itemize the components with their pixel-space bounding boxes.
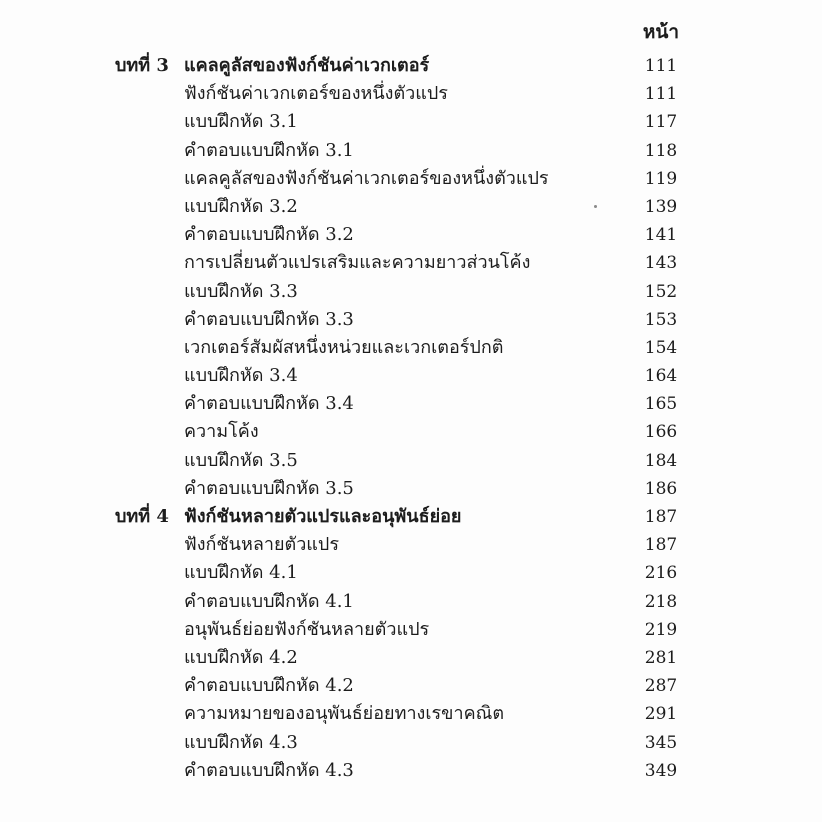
entry-page-number: 143: [644, 253, 678, 274]
entry-page-number: 345: [644, 732, 678, 753]
entry-title: คำตอบแบบฝึกหัด 4.2: [184, 675, 354, 697]
toc-row: [0, 165, 822, 193]
entry-page-number: 187: [644, 535, 678, 556]
entry-title: แคลคูลัสของฟังก์ชันค่าเวกเตอร์ของหนึ่งตัวแปร: [184, 167, 549, 189]
entry-title: คำตอบแบบฝึกหัด 3.5: [184, 477, 354, 499]
toc-row: [0, 729, 822, 757]
toc-row: [0, 193, 822, 221]
entry-page-number: 218: [644, 591, 678, 612]
entry-title: แบบฝึกหัด 3.4: [184, 365, 298, 387]
entry-title: คำตอบแบบฝึกหัด 4.1: [184, 590, 354, 612]
toc-row: [0, 278, 822, 306]
toc-row: [0, 362, 822, 390]
entry-title: ความหมายของอนุพันธ์ย่อยทางเรขาคณิต: [184, 703, 505, 725]
entry-title: คำตอบแบบฝึกหัด 3.3: [184, 308, 354, 330]
entry-page-number: 281: [644, 647, 678, 668]
entry-page-number: 166: [644, 422, 678, 443]
entry-title: คำตอบแบบฝึกหัด 3.2: [184, 224, 354, 246]
entry-page-number: 349: [644, 760, 678, 781]
entry-title: แบบฝึกหัด 3.5: [184, 449, 298, 471]
entry-title: อนุพันธ์ย่อยฟังก์ชันหลายตัวแปร: [184, 618, 430, 640]
toc-row: [0, 588, 822, 616]
entry-title: แบบฝึกหัด 3.3: [184, 280, 298, 302]
entry-page-number: 186: [644, 478, 678, 499]
toc-row: [0, 137, 822, 165]
toc-row-chapter-4: [0, 503, 822, 531]
entry-title: คำตอบแบบฝึกหัด 4.3: [184, 759, 354, 781]
entry-page-number: 111: [644, 84, 678, 105]
entry-title: แบบฝึกหัด 3.1: [184, 111, 298, 133]
entry-page-number: 139: [644, 196, 678, 217]
entry-page-number: 291: [644, 704, 678, 725]
toc-row: [0, 418, 822, 446]
toc-row-chapter-3: [0, 52, 822, 80]
entry-title: แบบฝึกหัด 4.2: [184, 646, 298, 668]
table-of-contents: [0, 52, 822, 785]
page-column-header: หน้า: [642, 21, 680, 43]
toc-row: [0, 249, 822, 277]
entry-title: แบบฝึกหัด 3.2: [184, 195, 298, 217]
chapter-label: บทที่ 3: [115, 55, 169, 76]
entry-page-number: 187: [644, 507, 678, 527]
entry-title: แบบฝึกหัด 4.1: [184, 562, 298, 584]
entry-title: แคลคูลัสของฟังก์ชันค่าเวกเตอร์: [184, 55, 430, 76]
toc-row: [0, 700, 822, 728]
toc-row: [0, 334, 822, 362]
entry-page-number: 165: [644, 394, 678, 415]
toc-row: [0, 757, 822, 785]
entry-title: ความโค้ง: [184, 421, 259, 443]
entry-page-number: 216: [644, 563, 678, 584]
entry-title: คำตอบแบบฝึกหัด 3.4: [184, 393, 354, 415]
entry-page-number: 152: [644, 281, 678, 302]
toc-row: [0, 447, 822, 475]
entry-page-number: 153: [644, 309, 678, 330]
toc-row: [0, 644, 822, 672]
entry-page-number: 119: [644, 168, 678, 189]
entry-title: แบบฝึกหัด 4.3: [184, 731, 298, 753]
entry-page-number: 154: [644, 337, 678, 358]
toc-row: [0, 559, 822, 587]
toc-row: [0, 221, 822, 249]
toc-row: [0, 531, 822, 559]
entry-title: เวกเตอร์สัมผัสหนึ่งหน่วยและเวกเตอร์ปกติ: [184, 336, 504, 358]
entry-title: ฟังก์ชันหลายตัวแปร: [184, 534, 339, 556]
entry-title: ฟังก์ชันหลายตัวแปรและอนุพันธ์ย่อย: [184, 506, 462, 527]
entry-page-number: 219: [644, 619, 678, 640]
entry-page-number: 141: [644, 225, 678, 246]
toc-row: [0, 306, 822, 334]
toc-row: [0, 672, 822, 700]
entry-page-number: 287: [644, 676, 678, 697]
entry-page-number: 164: [644, 366, 678, 387]
toc-row: [0, 475, 822, 503]
entry-title: คำตอบแบบฝึกหัด 3.1: [184, 139, 354, 161]
entry-title: ฟังก์ชันค่าเวกเตอร์ของหนึ่งตัวแปร: [184, 83, 448, 105]
entry-title: การเปลี่ยนตัวแปรเสริมและความยาวส่วนโค้ง: [184, 252, 531, 274]
toc-row: [0, 616, 822, 644]
toc-row: [0, 80, 822, 108]
toc-row: [0, 108, 822, 136]
entry-page-number: 118: [644, 140, 678, 161]
toc-row: [0, 390, 822, 418]
entry-page-number: 184: [644, 450, 678, 471]
chapter-label: บทที่ 4: [115, 506, 169, 527]
entry-page-number: 117: [644, 112, 678, 133]
entry-page-number: 111: [644, 56, 678, 76]
